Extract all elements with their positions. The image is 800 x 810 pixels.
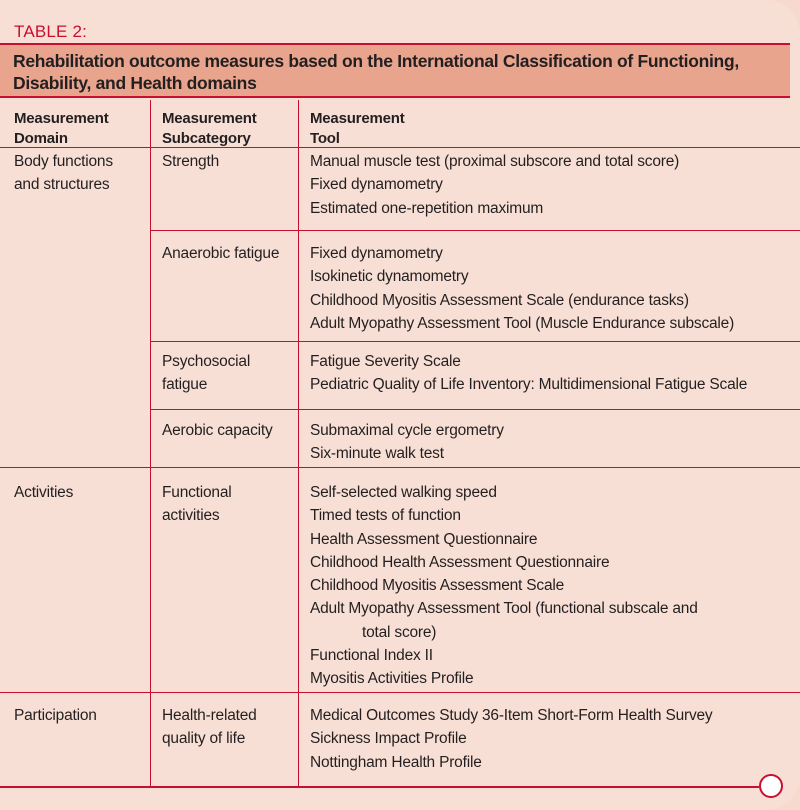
tool-line: Estimated one-repetition maximum: [310, 199, 544, 217]
table-title: Rehabilitation outcome measures based on the International Classification of Functioning, Disability, and Health domains: [13, 51, 739, 93]
tool-line: Childhood Health Assessment Questionnaire: [310, 553, 610, 571]
domain-line: Activities: [14, 484, 74, 501]
tool-line: total score): [362, 623, 437, 641]
subcategory-cell: [162, 150, 297, 173]
header-subcategory: [162, 109, 297, 149]
header-domain-line2: Domain: [14, 130, 68, 147]
subcategory-line: Anaerobic fatigue: [162, 245, 280, 262]
header-tool: [310, 109, 795, 149]
title-band: [0, 43, 790, 98]
subcategory-line: activities: [162, 507, 220, 525]
subcategory-line: Strength: [162, 153, 219, 170]
subcategory-cell: [162, 704, 297, 751]
end-mark-circle-icon: [759, 774, 783, 798]
tool-line: Myositis Activities Profile: [310, 670, 474, 688]
row-divider: [150, 409, 800, 410]
subcategory-line: Aerobic capacity: [162, 422, 273, 439]
subcategory-cell: [162, 481, 297, 528]
tool-line: Isokinetic dynamometry: [310, 268, 469, 286]
tool-cell: [310, 242, 795, 335]
row-divider: [0, 692, 800, 693]
tool-line: Self-selected walking speed: [310, 484, 497, 501]
tool-line: Manual muscle test (proximal subscore and total score): [310, 153, 680, 170]
header-tool-line2: Tool: [310, 130, 340, 147]
header-subcategory-line2: Subcategory: [162, 130, 251, 147]
tool-line: Childhood Myositis Assessment Scale (endurance tasks): [310, 291, 689, 309]
tool-line: Six-minute walk test: [310, 445, 444, 463]
tool-line: Fixed dynamometry: [310, 245, 443, 262]
domain-cell: [14, 150, 146, 197]
subcategory-line: Psychosocial: [162, 353, 251, 370]
row-divider: [150, 341, 800, 342]
subcategory-cell: [162, 242, 297, 265]
tool-cell: [310, 481, 795, 691]
tool-line: Fatigue Severity Scale: [310, 353, 461, 370]
column-divider-1: [150, 100, 151, 786]
domain-cell: [14, 704, 146, 727]
table-number: TABLE 2:: [14, 22, 88, 41]
tool-line: Submaximal cycle ergometry: [310, 422, 504, 439]
subcategory-line: Health-related: [162, 707, 257, 724]
tool-line: Fixed dynamometry: [310, 176, 443, 194]
tool-cell: [310, 150, 795, 220]
tool-cell: [310, 350, 795, 397]
tool-line: Adult Myopathy Assessment Tool (Muscle Endurance subscale): [310, 314, 735, 332]
tool-cell: [310, 704, 795, 774]
domain-line: and structures: [14, 176, 110, 194]
domain-cell: [14, 481, 146, 504]
subcategory-cell: [162, 419, 297, 442]
tool-line: Timed tests of function: [310, 507, 461, 525]
subcategory-line: Functional: [162, 484, 232, 501]
row-divider: [150, 230, 800, 231]
row-divider: [0, 467, 800, 468]
header-domain: [14, 109, 146, 149]
header-subcategory-line1: Measurement: [162, 110, 257, 127]
bottom-rule: [0, 786, 759, 788]
column-divider-2: [298, 100, 299, 786]
tool-line: Pediatric Quality of Life Inventory: Multidimensional Fatigue Scale: [310, 376, 748, 394]
header-domain-line1: Measurement: [14, 110, 109, 127]
tool-line: Adult Myopathy Assessment Tool (functional subscale and: [310, 600, 698, 618]
subcategory-line: quality of life: [162, 730, 246, 748]
subcategory-line: fatigue: [162, 376, 208, 394]
subcategory-cell: [162, 350, 297, 397]
domain-line: Body functions: [14, 153, 113, 170]
tool-line: Health Assessment Questionnaire: [310, 530, 538, 548]
tool-cell: [310, 419, 795, 466]
tool-line: Childhood Myositis Assessment Scale: [310, 577, 565, 595]
tool-line: Sickness Impact Profile: [310, 730, 467, 748]
tool-line: Nottingham Health Profile: [310, 753, 482, 771]
tool-line: Functional Index II: [310, 647, 433, 665]
header-divider: [0, 147, 800, 148]
domain-line: Participation: [14, 707, 97, 724]
header-tool-line1: Measurement: [310, 110, 405, 127]
tool-line: Medical Outcomes Study 36-Item Short-Form Health Survey: [310, 707, 713, 724]
